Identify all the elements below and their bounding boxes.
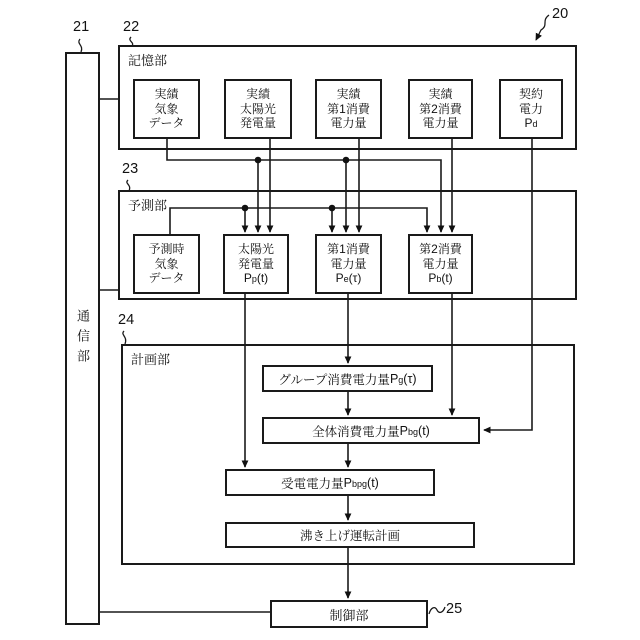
formula-consumption-2: P b (t) xyxy=(428,271,453,286)
text-line: データ xyxy=(148,116,185,131)
predict-box-pv-generation xyxy=(223,234,289,294)
text-line: グループ消費電力量 xyxy=(278,372,390,387)
text-line: 電力量 xyxy=(330,116,367,131)
formula-post: (t) xyxy=(256,271,269,286)
text-line: 実績 xyxy=(428,87,453,102)
storage-box-actual-weather-data xyxy=(133,79,200,139)
predict-box-consumption-2 xyxy=(408,234,473,294)
predict-section-label: 予測部 xyxy=(128,198,168,213)
text-line: 第2消費 xyxy=(419,242,462,257)
formula-post: (t) xyxy=(418,423,430,438)
formula-contract-power: P d xyxy=(524,116,538,131)
storage-box-actual-consumption-1 xyxy=(315,79,382,139)
text-line: 電力 xyxy=(518,101,543,116)
control-unit-box xyxy=(270,600,428,628)
text-line: 気象 xyxy=(154,101,179,116)
ref-label-comm: 21 xyxy=(73,19,90,35)
text-line: 電力量 xyxy=(422,116,459,131)
predict-box-forecast-weather-data xyxy=(133,234,200,294)
text-line: 電力量 xyxy=(330,256,367,271)
leader-24 xyxy=(123,331,126,344)
storage-section-label: 記憶部 xyxy=(128,53,168,68)
predict-box-consumption-1 xyxy=(315,234,382,294)
formula-pre: P xyxy=(524,116,533,131)
formula-post: (τ) xyxy=(403,371,417,386)
formula-post: (τ) xyxy=(348,271,362,286)
formula-pre: P xyxy=(243,271,252,286)
text-line: 沸き上げ運転計画 xyxy=(299,529,400,543)
text-line: 実績 xyxy=(245,87,270,102)
ref-label-predict: 23 xyxy=(122,161,139,177)
formula-post: (t) xyxy=(441,271,453,286)
text-line: 第1消費 xyxy=(327,101,370,116)
text-line: 発電量 xyxy=(239,116,276,131)
junction-dot xyxy=(343,157,350,164)
text-line: 第1消費 xyxy=(327,242,370,257)
ref-label-control: 25 xyxy=(446,601,463,617)
junction-dot xyxy=(255,157,262,164)
plan-box-boilup-plan xyxy=(225,522,475,548)
ref-label-system: 20 xyxy=(552,6,569,22)
formula-pre: P xyxy=(389,371,399,386)
formula-pre: P xyxy=(343,475,352,490)
control-unit-label: 制御部 xyxy=(329,607,369,623)
text-line: 予測時 xyxy=(148,242,185,257)
formula-received-power: P bpg (t) xyxy=(343,475,379,490)
text-line: 電力量 xyxy=(422,256,459,271)
storage-box-contract-power xyxy=(499,79,563,139)
plan-box-total-consumption xyxy=(262,417,480,444)
text-line: データ xyxy=(148,271,185,286)
formula-pre: P xyxy=(335,271,344,286)
leader-25-tilde xyxy=(429,607,445,614)
formula-consumption-1: P e (τ) xyxy=(335,271,362,286)
text-line: 全体消費電力量 xyxy=(312,424,400,439)
formula-pre: P xyxy=(428,271,437,286)
leader-21 xyxy=(79,39,82,52)
leader-20-arrow xyxy=(536,15,549,40)
ref-label-plan: 24 xyxy=(118,312,135,328)
text-line: 太陽光 xyxy=(239,101,276,116)
text-line: 契約 xyxy=(518,87,543,102)
plan-section-label: 計画部 xyxy=(131,352,171,367)
text-line: 受電電力量 xyxy=(281,476,344,491)
storage-box-actual-pv-generation xyxy=(224,79,292,139)
formula-post: (t) xyxy=(367,475,379,490)
text-line: 気象 xyxy=(154,256,179,271)
text-line: 第2消費 xyxy=(419,101,462,116)
formula-pv-generation: P p (t) xyxy=(243,271,269,286)
text-line: 発電量 xyxy=(237,256,274,271)
comm-unit-box xyxy=(65,52,100,625)
plan-box-received-power xyxy=(225,469,435,496)
comm-unit-label: 通信部 xyxy=(75,308,90,369)
text-line: 実績 xyxy=(154,87,179,102)
formula-group-consumption: P g (τ) xyxy=(389,371,417,386)
text-line: 実績 xyxy=(336,87,361,102)
storage-box-actual-consumption-2 xyxy=(408,79,473,139)
ref-label-storage: 22 xyxy=(123,19,140,35)
plan-box-group-consumption xyxy=(262,365,433,392)
formula-pre: P xyxy=(399,423,409,438)
formula-total-consumption: P bg (t) xyxy=(399,423,430,438)
text-line: 太陽光 xyxy=(237,242,274,257)
